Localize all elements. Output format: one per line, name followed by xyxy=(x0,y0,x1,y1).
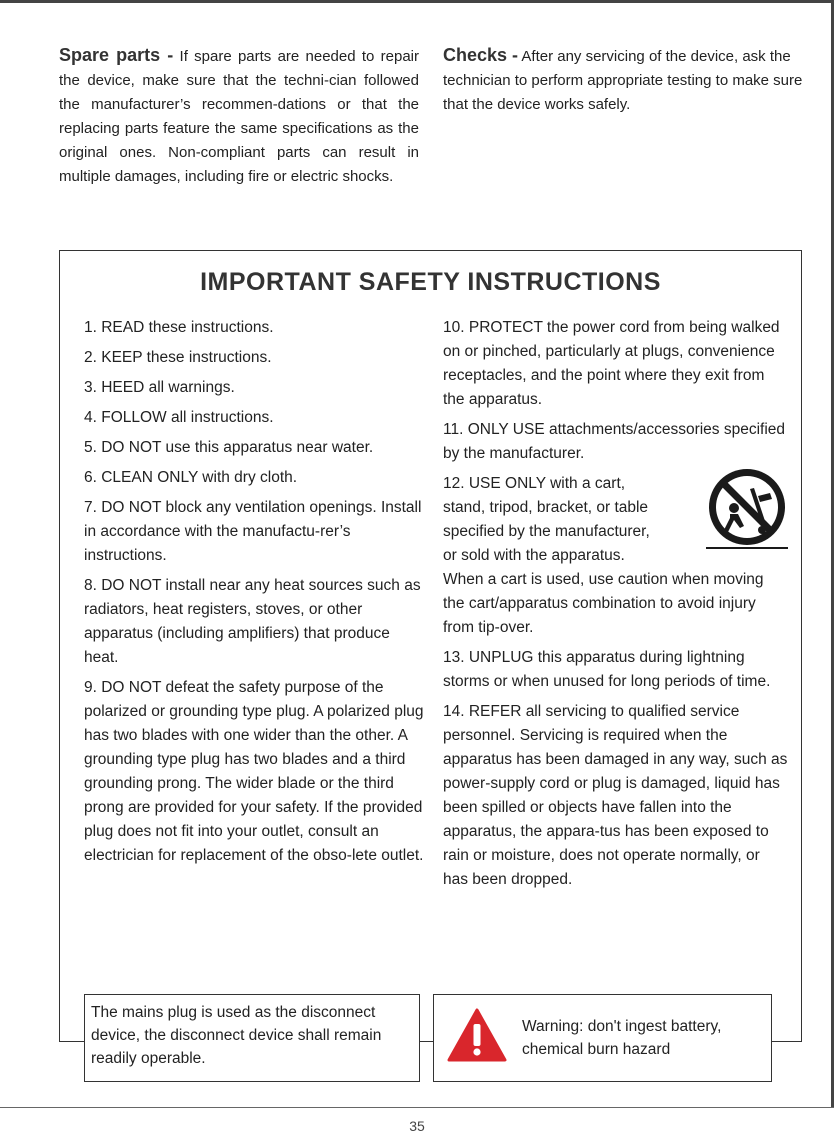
page-bottom-rule xyxy=(0,1107,834,1108)
list-item: 7. DO NOT block any ventilation openings. Install in accordance with the manufactu-rer’s instructions. xyxy=(84,499,422,564)
safety-list-right xyxy=(443,316,788,898)
safety-title: IMPORTANT SAFETY INSTRUCTIONS xyxy=(200,268,661,296)
cart-line: stand, tripod, bracket, or table xyxy=(443,499,649,516)
battery-warning-text: Warning: don't ingest battery, chemical burn hazard xyxy=(522,1018,722,1058)
spare-parts-heading: Spare parts - xyxy=(59,45,174,65)
list-item: 10. PROTECT the power cord from being walked on or pinched, particularly at plugs, convenience receptacles, and the point where they exit from the apparatus. xyxy=(443,319,780,408)
spare-parts-text: If spare parts are needed to repair the device, make sure that the techni-cian followed the manufacturer’s recommen-dations or that the replacing parts feature the same specifications as the original ones. Non-compliant parts can result in multiple damages, including fire or electric shocks. xyxy=(59,48,419,185)
checks-paragraph xyxy=(443,43,805,117)
list-item: 9. DO NOT defeat the safety purpose of the polarized or grounding type plug. A polarized plug has two blades with one wider than the other. A grounding type plug has two blades and a third grounding prong. The wider blade or the third prong are provided for your safety. If the provided plug does not fit into your outlet, consult an electrician for replacement of the obso-lete outlet. xyxy=(84,679,424,864)
list-item: 3. HEED all warnings. xyxy=(84,379,235,396)
battery-warning-note xyxy=(433,994,772,1082)
list-item: 14. REFER all servicing to qualified service personnel. Servicing is required when the apparatus has been damaged in any way, such as power-supply cord or plug is damaged, liquid has been spilled or objects have fallen into the apparatus, the appara-tus has been exposed to rain or moisture, does not operate normally, or has been dropped. xyxy=(443,703,788,888)
list-item: 11. ONLY USE attachments/accessories specified by the manufacturer. xyxy=(443,421,786,462)
cart-line: 12. USE ONLY with a cart, xyxy=(443,475,626,492)
list-item: 1. READ these instructions. xyxy=(84,319,274,336)
mains-plug-note xyxy=(84,994,420,1082)
warning-triangle-icon xyxy=(446,1007,508,1063)
checks-text: After any servicing of the device, ask the technician to perform appropriate testing to make sure that the device works safely. xyxy=(443,48,803,113)
cart-line: When a cart is used, use caution when moving the cart/apparatus combination to avoid injury from tip-over. xyxy=(443,571,764,636)
list-item: 6. CLEAN ONLY with dry cloth. xyxy=(84,469,298,486)
mains-plug-text: The mains plug is used as the disconnect device, the disconnect device shall remain readily operable. xyxy=(91,1004,382,1067)
cart-tip-over-warning-icon xyxy=(704,466,790,552)
spare-parts-paragraph xyxy=(59,43,419,189)
list-item: 5. DO NOT use this apparatus near water. xyxy=(84,439,374,456)
page-number: 35 xyxy=(409,1118,425,1134)
list-item: 8. DO NOT install near any heat sources such as radiators, heat registers, stoves, or other apparatus (including amplifiers) that produce heat. xyxy=(84,577,421,666)
page-top-rule xyxy=(0,0,834,3)
cart-line: specified by the manufacturer, xyxy=(443,523,650,540)
checks-heading: Checks - xyxy=(443,45,519,65)
list-item: 13. UNPLUG this apparatus during lightning storms or when unused for long periods of time. xyxy=(443,649,771,690)
list-item: 2. KEEP these instructions. xyxy=(84,349,272,366)
safety-list-left xyxy=(84,316,424,874)
cart-line: or sold with the apparatus. xyxy=(443,547,625,564)
list-item: 4. FOLLOW all instructions. xyxy=(84,409,274,426)
